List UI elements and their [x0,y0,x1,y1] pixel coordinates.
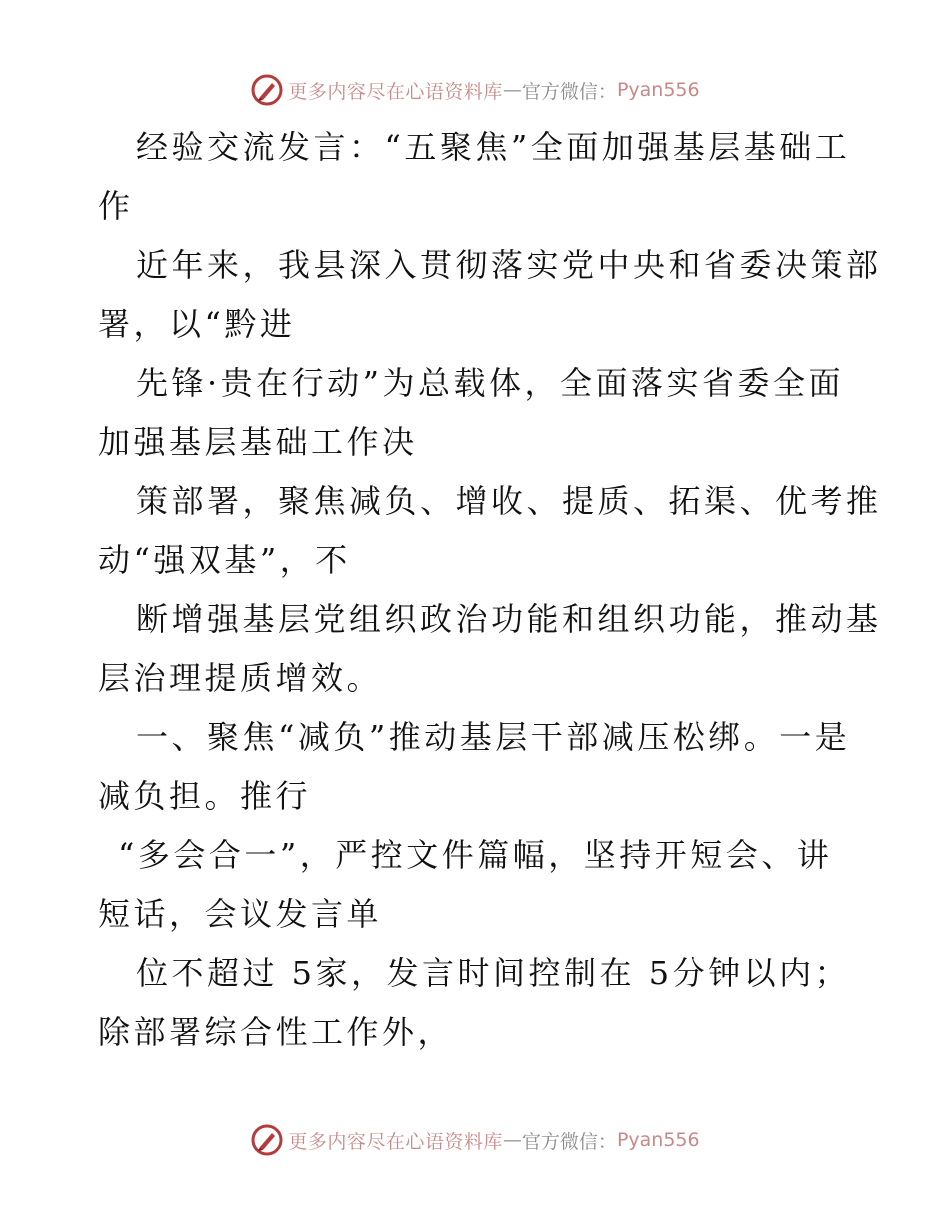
paragraph-line: 加强基层基础工作决 [98,423,418,461]
paragraph-line: 减负担。推行 [98,777,312,815]
paragraph-line: 署，以“黔进 [98,305,296,343]
footer-banner [0,1120,950,1160]
banner-brand-text: 更多内容尽在心语资料库 [288,1130,503,1153]
banner-dash: — [502,1129,522,1151]
banner-brand-text: 更多内容尽在心语资料库 [288,80,503,103]
title-line: 经验交流发言：“五聚焦”全面加强基层基础工 [136,128,851,166]
paragraph-line: 断增强基层党组织政治功能和组织功能，推动基 [136,600,882,638]
banner-official-label: 官方微信： [521,80,617,103]
paragraph-line: 先锋·贵在行动”为总载体，全面落实省委全面 [136,364,845,402]
banner-dash: — [502,79,522,101]
banner-wechat-id: Pyan556 [616,79,700,101]
paragraph-line: 短话，会议发言单 [98,895,383,933]
paragraph-line: 近年来，我县深入贯彻落实党中央和省委决策部 [136,246,882,284]
banner-official-label: 官方微信： [521,1130,617,1153]
paragraph-line: 除部署综合性工作外， [98,1013,454,1051]
pen-logo-icon [250,1123,284,1157]
paragraph-line: “多会合一”，严控文件篇幅，坚持开短会、讲 [118,836,833,874]
document-body [98,118,882,1062]
paragraph-line: 层治理提质增效。 [98,659,383,697]
paragraph-line: 策部署，聚焦减负、增收、提质、拓渠、优考推 [136,482,882,520]
section-heading-line: 一、聚焦“减负”推动基层干部减压松绑。一是 [136,718,851,756]
title-line: 作 [98,187,134,225]
header-banner [0,70,950,110]
paragraph-line: 位不超过 5家，发言时间控制在 5分钟以内； [136,954,851,992]
banner-wechat-id: Pyan556 [616,1129,700,1151]
pen-logo-icon [250,73,284,107]
paragraph-line: 动“强双基”，不 [98,541,351,579]
